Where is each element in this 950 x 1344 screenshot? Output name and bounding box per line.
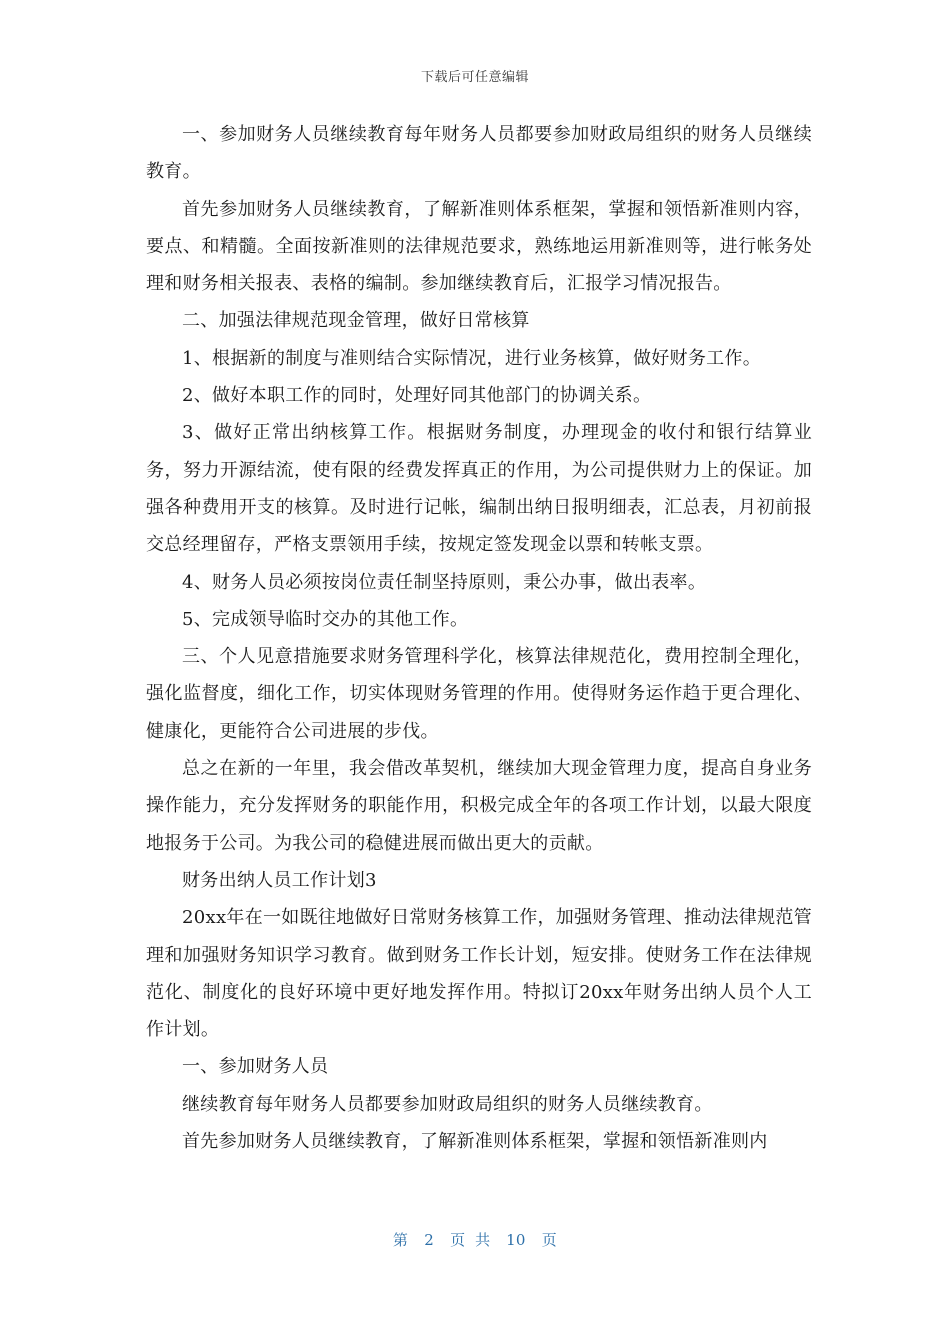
section-heading: 一、参加财务人员 [182,1056,329,1078]
paragraph: 20xx年在一如既往地做好日常财务核算工作，加强财务管理、推动法律规范管理和加强财务知识学习教育。做到财务工作长计划，短安排。使财务工作在法律规范化、制度化的良好环境中更好地发挥作用。特拟订20xx年财务出纳人员个人工作计划。 [146,907,813,1041]
paragraph: 一、参加财务人员继续教育每年财务人员都要参加财政局组织的财务人员继续教育。 [146,124,812,183]
paragraph: 总之在新的一年里，我会借改革契机，继续加大现金管理力度，提高自身业务操作能力，充分发挥财务的职能作用，积极完成全年的各项工作计划，以最大限度地报务于公司。为我公司的稳健进展而做出更大的贡献。 [146,758,812,854]
paragraph: 首先参加财务人员继续教育，了解新准则体系框架，掌握和领悟新准则内 [182,1131,768,1153]
paragraph: 首先参加财务人员继续教育，了解新准则体系框架，掌握和领悟新准则内容，要点、和精髓。全面按新准则的法律规范要求，熟练地运用新准则等，进行帐务处理和财务相关报表、表格的编制。参加继续教育后，汇报学习情况报告。 [146,198,812,295]
list-item: 1、根据新的制度与准则结合实际情况，进行业务核算，做好财务工作。 [182,347,762,369]
paragraph: 三、个人见意措施要求财务管理科学化，核算法律规范化，费用控制全理化，强化监督度，细化工作，切实体现财务管理的作用。使得财务运作趋于更合理化、健康化，更能符合公司进展的步伐。 [146,646,812,742]
list-item: 5、完成领导临时交办的其他工作。 [182,608,469,630]
total-pages-number: 10 [506,1231,526,1249]
paragraph: 继续教育每年财务人员都要参加财政局组织的财务人员继续教育。 [182,1093,713,1115]
current-page-number: 2 [424,1231,435,1249]
list-item: 4、财务人员必须按岗位责任制坚持原则，秉公办事，做出表率。 [182,571,707,593]
list-item: 2、做好本职工作的同时，处理好同其他部门的协调关系。 [182,385,652,407]
footer-suffix: 页 [541,1231,558,1249]
page-header-note: 下载后可任意编辑 [420,70,529,85]
section-heading: 二、加强法律规范现金管理，做好日常核算 [182,310,530,332]
page-number-footer [0,1229,950,1250]
footer-middle: 页共 [450,1231,501,1249]
list-item: 3、做好正常出纳核算工作。根据财务制度，办理现金的收付和银行结算业务，努力开源结流，使有限的经费发挥真正的作用，为公司提供财力上的保证。加强各种费用开支的核算。及时进行记帐，编制出纳日报明细表，汇总表，月初前报交总经理留存，严格支票领用手续，按规定签发现金以票和转帐支票。 [146,422,812,556]
section-title: 财务出纳人员工作计划3 [182,869,377,891]
footer-prefix: 第 [392,1231,409,1249]
document-body [146,116,812,1160]
